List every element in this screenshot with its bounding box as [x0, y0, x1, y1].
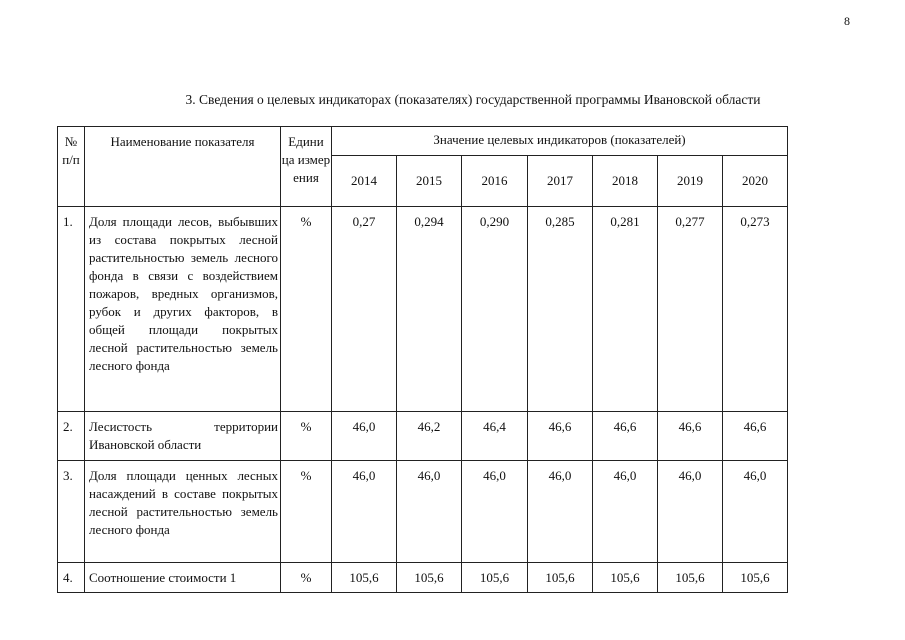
value-cell: 0,27: [332, 207, 397, 412]
value-cell: 46,0: [332, 461, 397, 563]
table-row: [58, 412, 788, 461]
header-year: 2017: [528, 156, 593, 207]
value-cell: 46,0: [593, 461, 658, 563]
row-number: 2.: [58, 412, 85, 461]
value-cell: 46,6: [723, 412, 788, 461]
value-cell: 0,273: [723, 207, 788, 412]
value-cell: 105,6: [723, 563, 788, 593]
value-cell: 0,281: [593, 207, 658, 412]
header-year: 2016: [462, 156, 528, 207]
value-cell: 105,6: [332, 563, 397, 593]
value-cell: 105,6: [397, 563, 462, 593]
row-number: 3.: [58, 461, 85, 563]
table-row: [58, 563, 788, 593]
value-cell: 0,294: [397, 207, 462, 412]
header-year: 2020: [723, 156, 788, 207]
row-number: 1.: [58, 207, 85, 412]
value-cell: 105,6: [462, 563, 528, 593]
value-cell: 46,0: [397, 461, 462, 563]
value-cell: 46,6: [528, 412, 593, 461]
header-year: 2019: [658, 156, 723, 207]
indicator-name: Лесистость территории Ивановской области: [85, 412, 281, 461]
row-number: 4.: [58, 563, 85, 593]
value-cell: 46,6: [593, 412, 658, 461]
table-row: [58, 461, 788, 563]
header-year: 2014: [332, 156, 397, 207]
value-cell: 46,0: [332, 412, 397, 461]
header-name: Наименование показателя: [85, 127, 281, 207]
indicator-name: Доля площади лесов, выбывших из состава покрытых лесной растительностью земель лесного фонда в связи с воздействием пожаров, вредных организмов, рубок и других факторов, в общей площади покрытых лесной растительностью земель лесного фонда: [85, 207, 281, 412]
unit-cell: %: [281, 461, 332, 563]
header-values-group: Значение целевых индикаторов (показателей): [332, 127, 788, 156]
header-year: 2015: [397, 156, 462, 207]
unit-cell: %: [281, 563, 332, 593]
table-row: [58, 207, 788, 412]
value-cell: 46,2: [397, 412, 462, 461]
value-cell: 0,277: [658, 207, 723, 412]
value-cell: 46,6: [658, 412, 723, 461]
value-cell: 105,6: [593, 563, 658, 593]
value-cell: 0,285: [528, 207, 593, 412]
indicator-name: Соотношение стоимости 1: [85, 563, 281, 593]
value-cell: 46,0: [723, 461, 788, 563]
value-cell: 46,4: [462, 412, 528, 461]
unit-cell: %: [281, 207, 332, 412]
document-title: 3. Сведения о целевых индикаторах (показателях) государственной программы Ивановской области: [185, 92, 761, 107]
value-cell: 105,6: [658, 563, 723, 593]
value-cell: 0,290: [462, 207, 528, 412]
unit-cell: %: [281, 412, 332, 461]
value-cell: 105,6: [528, 563, 593, 593]
indicators-table: [57, 126, 788, 593]
value-cell: 46,0: [528, 461, 593, 563]
value-cell: 46,0: [462, 461, 528, 563]
table-header-row: [58, 127, 788, 156]
header-year: 2018: [593, 156, 658, 207]
header-unit: Едини ца измер ения: [281, 127, 332, 207]
header-num: № п/п: [58, 127, 85, 207]
indicator-name: Доля площади ценных лесных насаждений в составе покрытых лесной растительностью земель лесного фонда: [85, 461, 281, 563]
value-cell: 46,0: [658, 461, 723, 563]
page-number: 8: [844, 14, 850, 28]
